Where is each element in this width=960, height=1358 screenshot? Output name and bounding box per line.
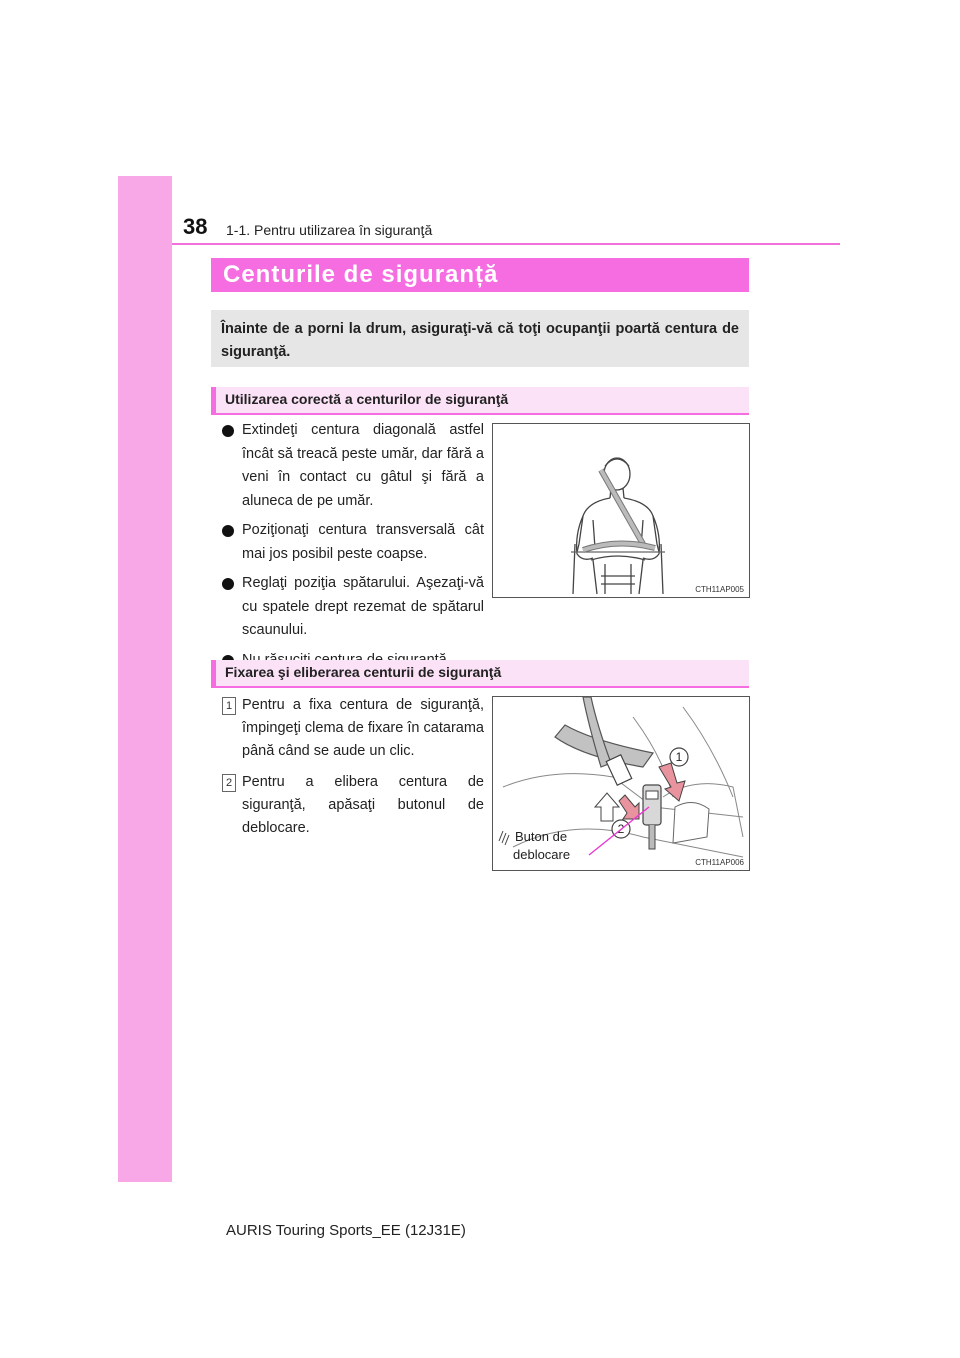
subheader-fastening xyxy=(211,660,749,688)
list-item: Reglaţi poziţia spătarului. Aşezaţi-vă cu spatele drept rezemat de spătarul scaunului. xyxy=(222,572,484,643)
bullet-icon xyxy=(222,425,234,437)
callout-1: 1 xyxy=(675,750,683,764)
step-number-badge: 2 xyxy=(222,774,236,792)
release-button-label-line1: Buton de xyxy=(515,829,568,844)
page-number: 38 xyxy=(183,214,208,239)
figure-code: CTH11AP006 xyxy=(695,858,744,867)
callout-2: 2 xyxy=(617,822,625,836)
bullet-icon xyxy=(222,578,234,590)
header-divider xyxy=(172,243,840,245)
subheader-stripe xyxy=(211,660,216,688)
release-button-label-line2: deblocare xyxy=(513,847,571,862)
figure-code: CTH11AP005 xyxy=(695,585,744,594)
subheader-correct-use xyxy=(211,387,749,415)
correct-use-list xyxy=(222,419,484,678)
intro-text: Înainte de a porni la drum, asiguraţi-vă că toţi ocupanţii poartă centura de siguranţă. xyxy=(221,321,739,360)
fastening-steps xyxy=(222,694,484,848)
chapter-sidebar-tab xyxy=(118,176,172,1182)
subheader-fastening-label: Fixarea şi eliberarea centurii de siguranţă xyxy=(225,664,502,680)
seated-person-illustration xyxy=(492,423,750,598)
buckle-illustration xyxy=(492,696,750,871)
step-number-badge: 1 xyxy=(222,697,236,715)
subheader-correct-use-label: Utilizarea corectă a centurilor de siguranţă xyxy=(225,391,509,407)
subheader-stripe xyxy=(211,387,216,415)
chapter-title: 1-1. Pentru utilizarea în siguranţă xyxy=(226,222,433,238)
list-item: Extindeţi centura diagonală astfel încât să treacă peste umăr, dar fără a veni în contact cu gâtul şi fără a aluneca de pe umăr. xyxy=(222,419,484,513)
list-item: 1 Pentru a fixa centura de siguranţă, împingeţi clema de fixare în catarama până când se aude un clic. xyxy=(222,694,484,763)
bullet-icon xyxy=(222,525,234,537)
buckle-drawing xyxy=(493,697,749,870)
seated-person-drawing xyxy=(493,424,749,597)
list-item: 2 Pentru a elibera centura de siguranţă, apăsaţi butonul de deblocare. xyxy=(222,771,484,840)
intro-box xyxy=(211,310,749,367)
section-title: Centurile de siguranță xyxy=(223,261,499,288)
section-title-bar xyxy=(211,258,749,292)
page-footer: AURIS Touring Sports_EE (12J31E) xyxy=(226,1222,466,1239)
list-item: Poziţionaţi centura transversală cât mai jos posibil peste coapse. xyxy=(222,519,484,566)
